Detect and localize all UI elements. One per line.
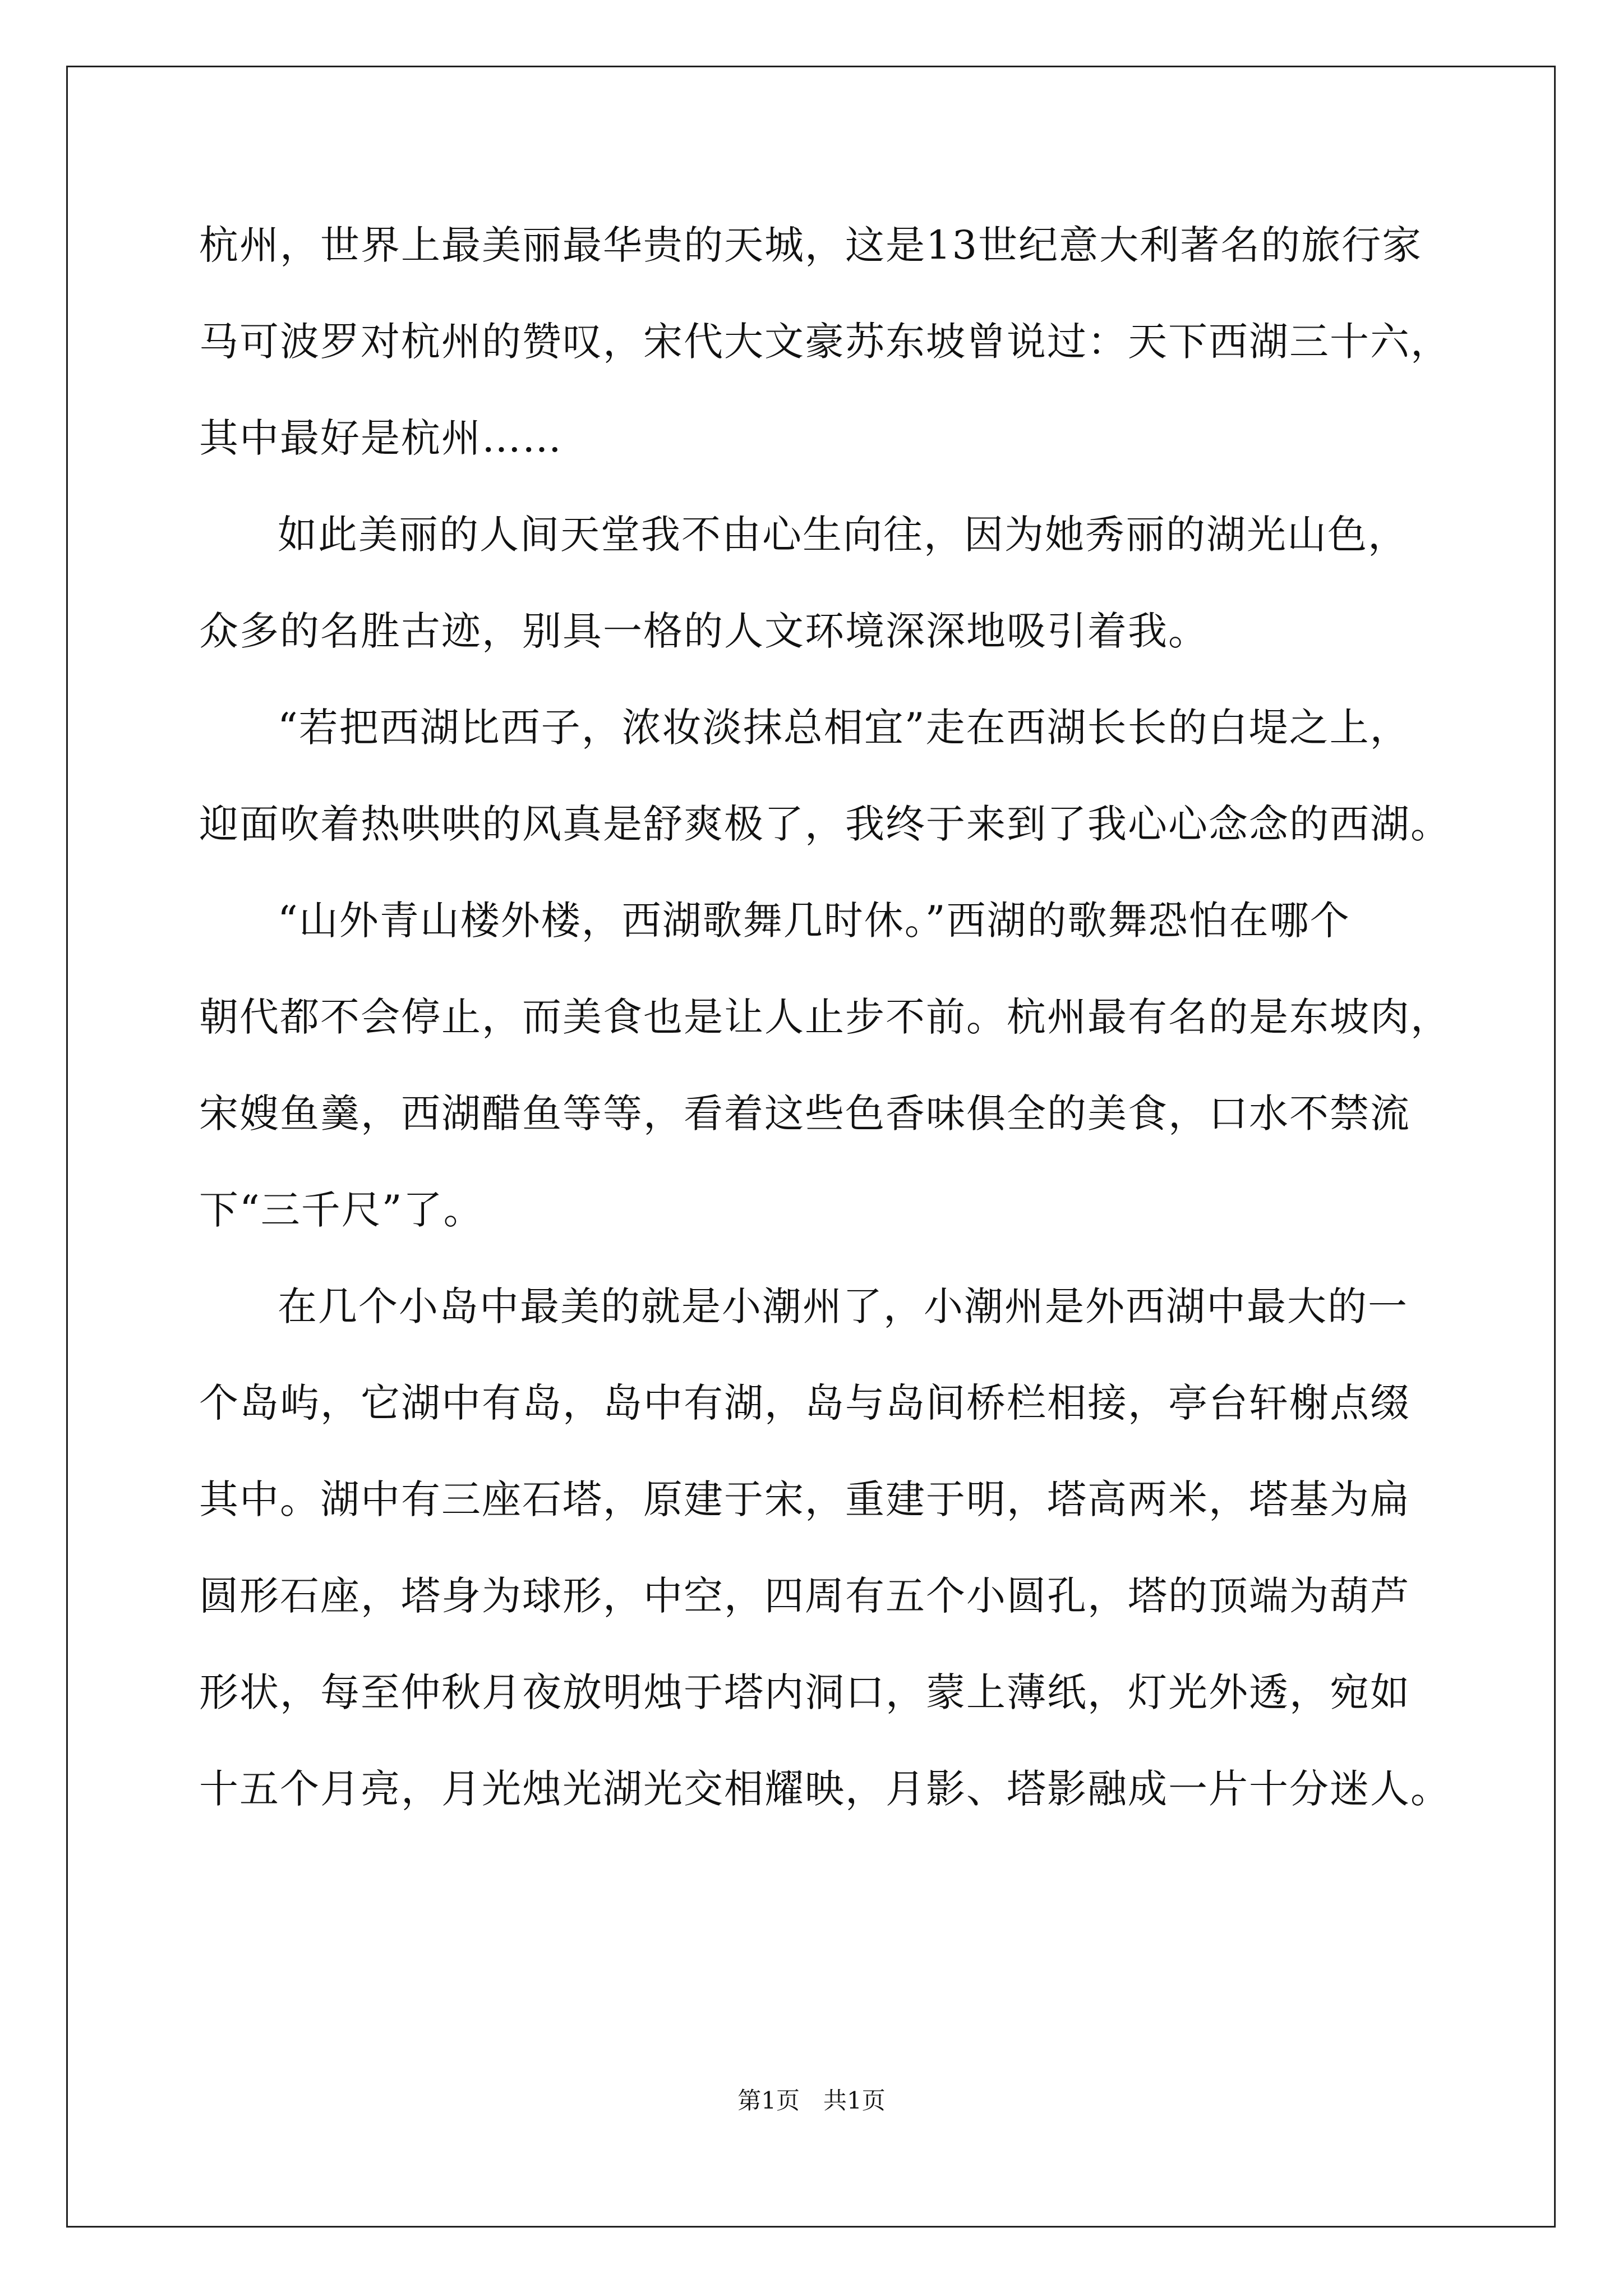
text-line: 其中。湖中有三座石塔，原建于宋，重建于明，塔高两米，塔基为扁 xyxy=(199,1476,1410,1522)
text-line: 圆形石座，塔身为球形，中空，四周有五个小圆孔，塔的顶端为葫芦 xyxy=(199,1573,1410,1619)
text-line: 其中最好是杭州…… xyxy=(199,415,562,461)
text-line: “若把西湖比西子，浓妆淡抹总相宜”走在西湖长长的白堤之上， xyxy=(278,705,1410,751)
text-line: 朝代都不会停止，而美食也是让人止步不前。杭州最有名的是东坡肉， xyxy=(199,994,1451,1040)
page-footer: 第1页 共1页 xyxy=(737,2087,886,2114)
text-line: 如此美丽的人间天堂我不由心生向往，因为她秀丽的湖光山色， xyxy=(278,512,1408,558)
text-line: 众多的名胜古迹，别具一格的人文环境深深地吸引着我。 xyxy=(199,608,1209,654)
text-line: 形状，每至仲秋月夜放明烛于塔内洞口，蒙上薄纸，灯光外透，宛如 xyxy=(199,1669,1410,1715)
text-line: 马可波罗对杭州的赞叹，宋代大文豪苏东坡曾说过：天下西湖三十六， xyxy=(199,319,1451,365)
text-line: 在几个小岛中最美的就是小潮州了，小潮州是外西湖中最大的一 xyxy=(278,1283,1408,1329)
text-line: 迎面吹着热哄哄的风真是舒爽极了，我终于来到了我心心念念的西湖。 xyxy=(199,801,1451,847)
text-line: “山外青山楼外楼，西湖歌舞几时休。”西湖的歌舞恐怕在哪个 xyxy=(278,898,1350,944)
text-line: 杭州，世界上最美丽最华贵的天城，这是13世纪意大利著名的旅行家 xyxy=(199,222,1423,268)
text-line: 十五个月亮，月光烛光湖光交相耀映，月影、塔影融成一片十分迷人。 xyxy=(199,1766,1451,1812)
document-body xyxy=(199,209,1451,1849)
text-line: 宋嫂鱼羹，西湖醋鱼等等，看着这些色香味俱全的美食，口水不禁流 xyxy=(199,1091,1410,1137)
text-line: 下“三千尺”了。 xyxy=(199,1187,484,1233)
text-line: 个岛屿，它湖中有岛，岛中有湖，岛与岛间桥栏相接，亭台轩榭点缀 xyxy=(199,1380,1410,1426)
